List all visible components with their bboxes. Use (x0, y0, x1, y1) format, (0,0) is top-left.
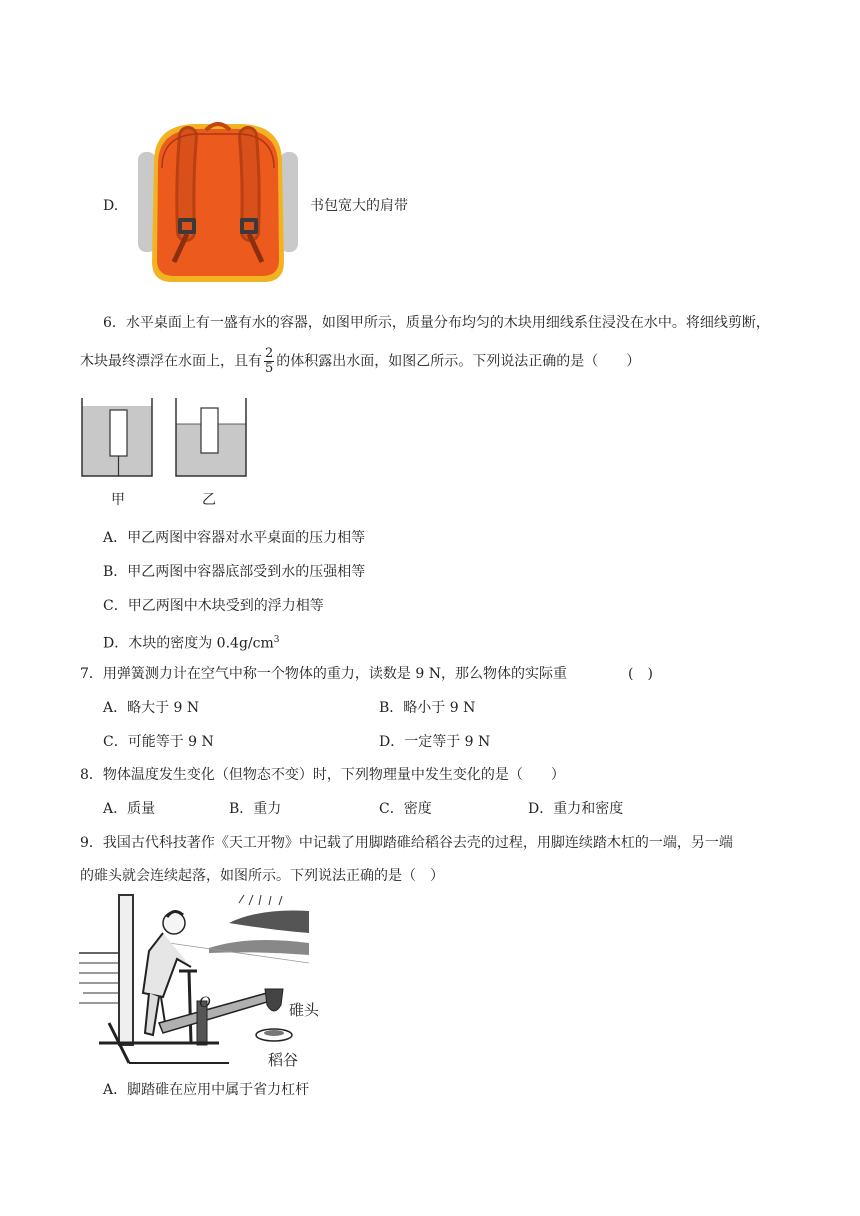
q8-option-b: B．重力 (229, 801, 282, 817)
q8-option-a: A．质量 (103, 801, 156, 817)
q7-paren: ( ) (628, 666, 653, 682)
q6-stem-line1: 6．水平桌面上有一盛有水的容器，如图甲所示，质量分布均匀的木块用细线系住浸没在水中。将细线剪断， (103, 315, 770, 331)
q7-option-b: B．略小于 9 N (379, 700, 476, 716)
q7-option-a: A．略大于 9 N (103, 700, 200, 716)
q9-fig-label-rice: 稻谷 (268, 1051, 299, 1069)
q8-option-c: C．密度 (379, 801, 432, 817)
backpack-image (138, 122, 298, 284)
q6-option-a: A．甲乙两图中容器对水平桌面的压力相等 (103, 530, 366, 546)
q6-option-d-sup: 3 (273, 635, 280, 645)
q6-stem-line2-a: 木块最终漂浮在水面上，且有 (80, 353, 262, 370)
q6-stem-line2-b: 的体积露出水面，如图乙所示。下列说法正确的是（ ） (276, 353, 641, 370)
q5-option-d-text: 书包宽大的肩带 (310, 198, 408, 214)
q6-fig-label-yi: 乙 (202, 492, 216, 508)
q9-stem-line2: 的碓头就会连续起落，如图所示。下列说法正确的是（ ） (80, 868, 444, 884)
treadle-mortar-illustration (79, 893, 309, 1071)
q6-fig-label-jia: 甲 (111, 492, 125, 508)
q6-option-d-text: D．木块的密度为 0.4g/cm (103, 635, 274, 652)
q9-fig-label-head: 碓头 (289, 1001, 320, 1019)
fraction-numerator: 2 (265, 346, 274, 361)
q9-fig-label-o: O (199, 994, 211, 1011)
q6-option-b: B．甲乙两图中容器底部受到水的压强相等 (103, 564, 366, 580)
q7-option-c: C．可能等于 9 N (103, 734, 214, 750)
q9-option-a: A．脚踏碓在应用中属于省力杠杆 (103, 1082, 310, 1098)
q6-option-d (103, 630, 279, 654)
q6-option-c: C．甲乙两图中木块受到的浮力相等 (103, 598, 324, 614)
q6-figure (80, 396, 250, 482)
fraction-denominator: 5 (265, 361, 274, 376)
q7-option-d: D．一定等于 9 N (379, 734, 491, 750)
q8-stem: 8．物体温度发生变化（但物态不变）时，下列物理量中发生变化的是（ ） (80, 767, 565, 783)
q6-stem-line2 (80, 347, 640, 376)
q5-option-d-letter: D. (103, 198, 119, 214)
q8-option-d: D．重力和密度 (528, 801, 624, 817)
fraction (264, 347, 274, 376)
q9-stem-line1: 9．我国古代科技著作《天工开物》中记载了用脚踏碓给稻谷去壳的过程，用脚连续踏木杠的一端，另一端 (80, 835, 733, 851)
q7-stem: 7．用弹簧测力计在空气中称一个物体的重力，读数是 9 N，那么物体的实际重 (80, 666, 567, 682)
